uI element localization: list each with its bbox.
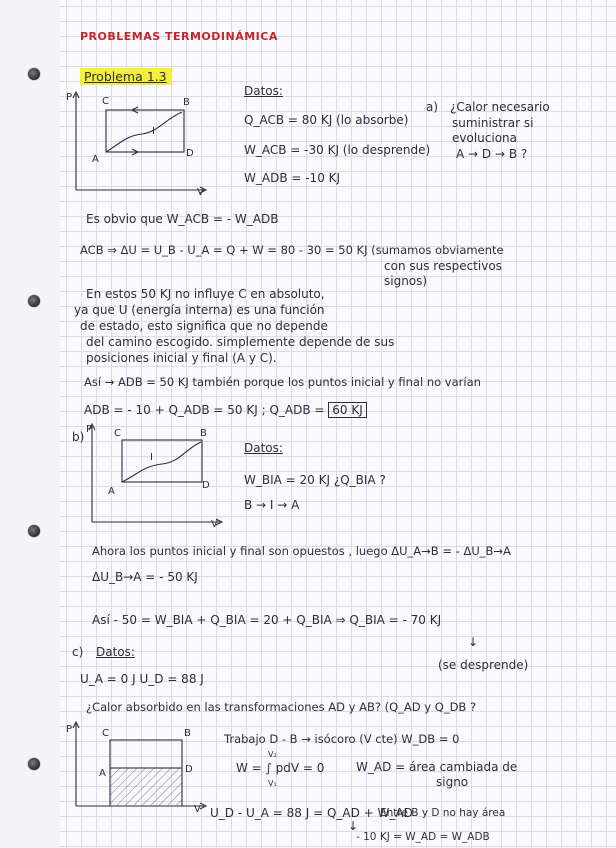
datum-energies: U_A = 0 J U_D = 88 J: [80, 672, 204, 686]
pv-diagram-a: [64, 92, 214, 197]
point-c-label: C: [114, 428, 121, 439]
part-a-label: a): [426, 100, 439, 114]
line-trabajo: Trabajo D - B → isócoro (V cte) W_DB = 0: [224, 732, 460, 746]
point-b-label: B: [183, 97, 190, 108]
w-ad-line-1: W_AD = área cambiada de: [356, 760, 518, 774]
question-a-line-1: ¿Calor necesario: [450, 100, 550, 114]
binder-hole: [28, 68, 40, 80]
integral-lower: V₁: [268, 779, 277, 788]
axis-v-label: V: [211, 519, 218, 530]
axis-p-label: P: [66, 724, 73, 735]
down-arrow-icon: ↓: [468, 635, 479, 649]
page-margin: [0, 0, 60, 848]
line-du-ba: ΔU_B→A = - 50 KJ: [92, 570, 198, 584]
point-d-label: D: [185, 764, 193, 775]
pv-diagram-b: [84, 424, 229, 529]
axis-v-label: V: [194, 804, 201, 815]
point-b-label: B: [184, 728, 191, 739]
point-d-label: D: [202, 480, 210, 491]
point-c-label: C: [102, 96, 109, 107]
datos-title-a: Datos:: [244, 84, 283, 98]
paragraph-line-3: de estado, esto significa que no depende: [80, 319, 328, 333]
final-line: - 10 KJ = W_AD = W_ADB: [356, 831, 490, 843]
datum-q-acb: Q_ACB = 80 KJ (lo absorbe): [244, 113, 409, 127]
axis-p-label: P: [86, 424, 93, 435]
line-acb: ACB ⇒ ΔU = U_B - U_A = Q + W = 80 - 30 = 50 KJ (sumamos obviamente: [80, 243, 504, 257]
paragraph-line-4: del camino escogido. simplemente depende de sus: [86, 335, 395, 349]
path-i-label: I: [152, 126, 155, 137]
page-header: PROBLEMAS TERMODINÁMICA: [80, 30, 278, 43]
point-b-label: B: [200, 428, 207, 439]
point-d-label: D: [186, 148, 194, 159]
axis-p-label: P: [66, 92, 73, 103]
line-ahora: Ahora los puntos inicial y final son opuestos , luego ΔU_A→B = - ΔU_B→A: [92, 544, 511, 558]
part-b-label: b): [72, 430, 85, 444]
integral-upper: V₂: [268, 750, 277, 759]
question-c: ¿Calor absorbido en las transformaciones AD y AB? (Q_AD y Q_DB ?: [86, 700, 477, 714]
point-a-label: A: [108, 486, 115, 497]
paragraph-line-5: posiciones inicial y final (A y C).: [86, 351, 277, 365]
line-ud-ua: U_D - U_A = 88 J = Q_AD + W_AD: [210, 806, 413, 820]
pv-diagram-c: [64, 722, 214, 815]
note-desprende: (se desprende): [438, 658, 529, 672]
axis-v-label: V: [197, 187, 204, 198]
datum-w-acb: W_ACB = -30 KJ (lo desprende): [244, 143, 431, 157]
paragraph-line-1: En estos 50 KJ no influye C en absoluto,: [86, 287, 325, 301]
path-i-label: I: [150, 452, 153, 463]
note-entre-b-d: Entre B y D no hay área: [380, 807, 506, 819]
point-c-label: C: [102, 728, 109, 739]
line-acb-2: con sus respectivos: [384, 259, 502, 273]
line-asi-a: Así → ADB = 50 KJ también porque los puntos inicial y final no varían: [84, 375, 481, 389]
problem-title: Problema 1.3: [80, 70, 171, 84]
question-a-line-4: A → D → B ?: [456, 147, 528, 161]
binder-hole: [28, 295, 40, 307]
integral-w: W = ∫ pdV = 0: [236, 761, 325, 775]
line-adb: ADB = - 10 + Q_ADB = 50 KJ ; Q_ADB = 60 KJ: [84, 403, 367, 417]
answer-q-adb: 60 KJ: [328, 402, 367, 418]
datos-title-b: Datos:: [244, 441, 283, 455]
path-bia: B → I → A: [244, 498, 300, 512]
point-a-label: A: [92, 154, 99, 165]
w-ad-line-2: signo: [436, 775, 469, 789]
datos-title-c: Datos:: [96, 645, 135, 659]
binder-hole: [28, 525, 40, 537]
line-acb-3: signos): [384, 274, 428, 288]
point-a-label: A: [99, 768, 106, 779]
down-arrow-icon: ↓: [348, 819, 359, 833]
paragraph-line-2: ya que U (energía interna) es una función: [74, 303, 325, 317]
part-c-label: c): [72, 645, 84, 659]
question-a-line-3: evoluciona: [452, 131, 517, 145]
datum-w-bia: W_BIA = 20 KJ ¿Q_BIA ?: [244, 473, 386, 487]
datum-w-adb: W_ADB = -10 KJ: [244, 171, 341, 185]
binder-hole: [28, 758, 40, 770]
line-obvio: Es obvio que W_ACB = - W_ADB: [86, 212, 279, 226]
question-a-line-2: suministrar si: [452, 116, 534, 130]
line-asi-b: Así - 50 = W_BIA + Q_BIA = 20 + Q_BIA ⇒ Q_BIA = - 70 KJ: [92, 613, 442, 627]
